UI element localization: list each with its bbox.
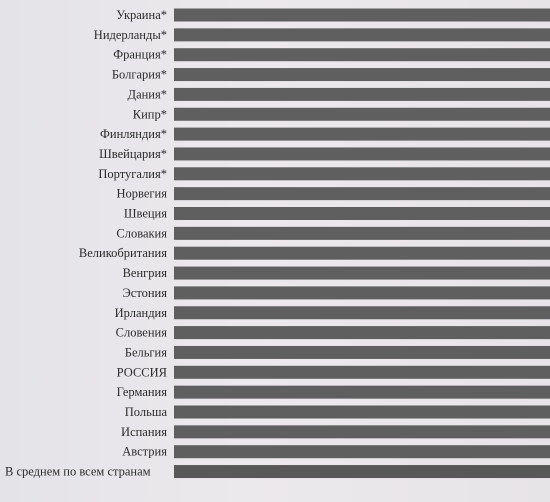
category-label: Австрия bbox=[122, 444, 167, 459]
category-label: Швеция bbox=[123, 206, 167, 221]
category-label: Швейцария* bbox=[99, 146, 167, 161]
category-label: Болгария* bbox=[111, 67, 167, 82]
category-label: Словакия bbox=[116, 226, 167, 241]
category-label: Норвегия bbox=[116, 186, 167, 201]
bar bbox=[174, 326, 550, 339]
category-label: Венгрия bbox=[122, 266, 167, 281]
category-label: Португалия* bbox=[98, 166, 167, 181]
category-label: Словения bbox=[115, 325, 167, 340]
bar bbox=[174, 128, 550, 141]
bar bbox=[174, 465, 550, 478]
category-label: В среднем по всем странам bbox=[5, 464, 151, 479]
category-label: Эстония bbox=[122, 285, 167, 300]
bar bbox=[174, 68, 550, 81]
bar bbox=[174, 227, 550, 240]
bar bbox=[174, 147, 550, 160]
bar bbox=[174, 445, 550, 458]
bar bbox=[174, 366, 550, 379]
category-label: Франция* bbox=[113, 47, 167, 62]
category-label: Кипр* bbox=[132, 107, 167, 122]
bar bbox=[174, 267, 550, 280]
category-label: Финляндия* bbox=[100, 127, 167, 142]
bar bbox=[174, 88, 550, 101]
category-label: Нидерланды* bbox=[93, 27, 167, 42]
category-label: Испания bbox=[121, 424, 167, 439]
category-label: Польша bbox=[124, 405, 167, 419]
bar bbox=[174, 386, 550, 399]
bar bbox=[174, 425, 550, 438]
bar bbox=[174, 9, 550, 22]
category-label: Германия bbox=[116, 385, 167, 400]
bar bbox=[174, 247, 550, 260]
category-label: Великобритания bbox=[78, 246, 167, 261]
bar bbox=[174, 306, 550, 319]
bar bbox=[174, 108, 550, 121]
category-label: РОССИЯ bbox=[116, 365, 167, 380]
category-label: Украина* bbox=[116, 8, 167, 22]
bar bbox=[174, 167, 550, 180]
category-label: Дания* bbox=[127, 87, 167, 102]
bar bbox=[174, 346, 550, 359]
category-label: Бельгия bbox=[124, 345, 167, 360]
bar bbox=[174, 286, 550, 299]
bar bbox=[174, 48, 550, 61]
bar bbox=[174, 207, 550, 220]
bar bbox=[174, 28, 550, 41]
bar bbox=[174, 187, 550, 200]
category-label: Ирландия bbox=[114, 305, 167, 320]
bar bbox=[174, 406, 550, 419]
